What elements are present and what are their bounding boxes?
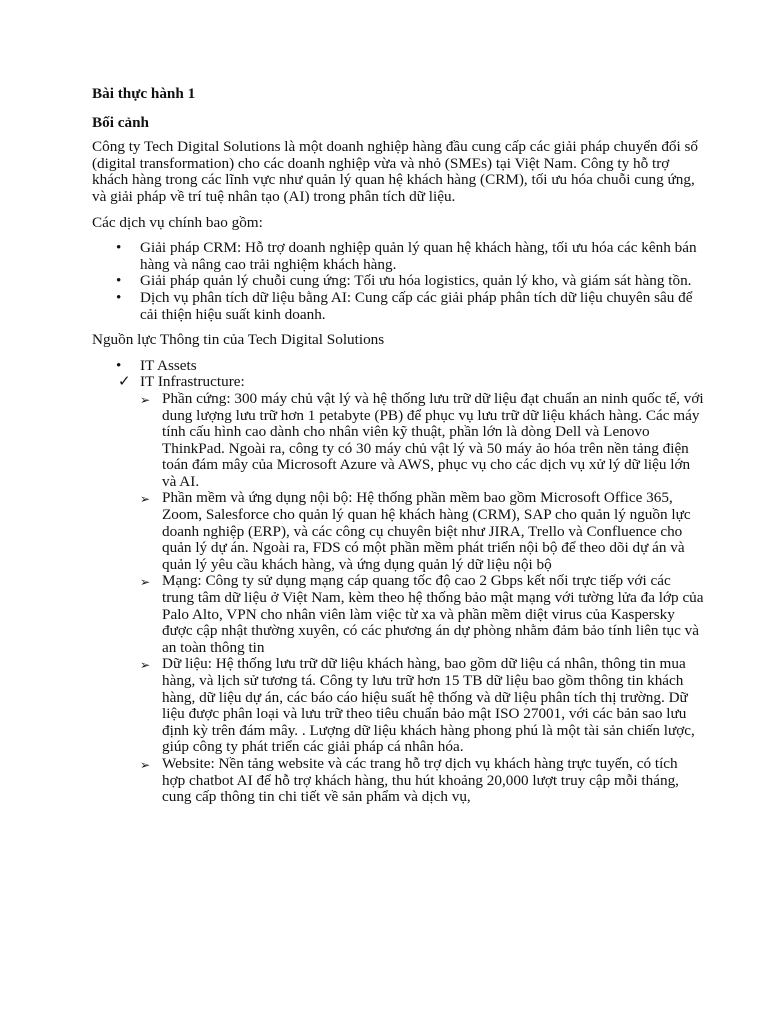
resources-list — [92, 358, 704, 806]
infrastructure-item-network — [140, 573, 704, 656]
arrow-bullet-icon: ➢ — [140, 575, 151, 590]
document-body — [92, 86, 704, 815]
services-intro: Các dịch vụ chính bao gồm: — [92, 213, 263, 231]
arrow-bullet-icon: ➢ — [140, 492, 151, 507]
arrow-bullet-icon: ➢ — [140, 757, 151, 772]
it-infrastructure-label: IT Infrastructure: — [140, 373, 245, 391]
infrastructure-item-text: Website: Nền tảng website và các trang hỗ trợ dịch vụ khách hàng trực tuyến, có tích hợp chatbot AI để hỗ trợ khách hàng, thu hút khoảng 20,000 lượt truy cập mỗi tháng, cung cấp thông tin chi tiết về sản phẩm và dịch vụ, — [162, 754, 679, 806]
infrastructure-item-text: Dữ liệu: Hệ thống lưu trữ dữ liệu khách hàng, bao gồm dữ liệu cá nhân, thông tin mua hàng, và lịch sử tương tá. Công ty lưu trữ hơn 15 TB dữ liệu bao gồm thông tin khách hàng, dữ liệu dự án, các báo cáo hiệu suất hệ thống và dữ liệu phân tích thị trường. Dữ liệu được phân loại và lưu trữ theo tiêu chuẩn bảo mật ISO 27001, với các bản sao lưu định kỳ trên đám mây. . Lượng dữ liệu khách hàng phong phú là một tài sản chiến lược, giúp công ty phát triển các giải pháp cá nhân hóa. — [162, 655, 695, 756]
arrow-bullet-icon: ➢ — [140, 392, 151, 407]
checkmark-icon: ✓ — [118, 373, 131, 391]
services-list — [92, 240, 704, 323]
infrastructure-item-hardware — [140, 391, 704, 491]
service-item: • Giải pháp CRM: Hỗ trợ doanh nghiệp quản lý quan hệ khách hàng, tối ưu hóa các kênh bán hàng và nâng cao trải nghiệm khách hàng. — [92, 240, 704, 273]
intro-paragraph: Công ty Tech Digital Solutions là một doanh nghiệp hàng đầu cung cấp các giải pháp chuyển đổi số (digital transformation) cho các doanh nghiệp vừa và nhỏ (SMEs) tại Việt Nam. Công ty hỗ trợ khách hàng trong các lĩnh vực như quản lý quan hệ khách hàng (CRM), tối ưu hóa chuỗi cung ứng, và giải pháp về trí tuệ nhân tạo (AI) trong phân tích dữ liệu. — [92, 138, 699, 205]
infrastructure-item-software — [140, 490, 704, 573]
infrastructure-list — [140, 391, 704, 806]
service-item: • Dịch vụ phân tích dữ liệu bằng AI: Cung cấp các giải pháp phân tích dữ liệu chuyên sâu để cải thiện hiệu suất kinh doanh. — [92, 290, 704, 323]
infrastructure-item-text: Phần mềm và ứng dụng nội bộ: Hệ thống phần mềm bao gồm Microsoft Office 365, Zoom, Salesforce cho quản lý quan hệ khách hàng (CRM), SAP cho quản lý nguồn lực doanh nghiệp (ERP), và các công cụ chuyên biệt như JIRA, Trello và Confluence cho quản lý dự án. Ngoài ra, FDS có một phần mềm phát triển nội bộ để theo dõi dự án và quản lý yêu cầu khách hàng, và ứng dụng quản lý dữ liệu nội bộ — [162, 489, 691, 573]
section-heading-context: Bối cảnh — [92, 113, 149, 131]
it-assets-item — [92, 358, 704, 806]
it-infrastructure-item — [118, 374, 704, 805]
infrastructure-item-website — [140, 756, 704, 806]
it-assets-sublist — [118, 373, 704, 806]
resources-heading: Nguồn lực Thông tin của Tech Digital Solutions — [92, 331, 385, 349]
infrastructure-item-text: Phần cứng: 300 máy chủ vật lý và hệ thống lưu trữ dữ liệu đạt chuẩn an ninh quốc tế, với dung lượng lưu trữ hơn 1 petabyte (PB) để phục vụ lưu trữ dữ liệu khách hàng. Các máy tính cấu hình cao dành cho nhân viên kỹ thuật, phần lớn là dòng Dell và Lenovo ThinkPad. Ngoài ra, công ty có 30 máy chủ vật lý và 50 máy ảo hóa trên nền tảng điện toán đám mây của Microsoft Azure và AWS, phục vụ cho các dịch vụ xử lý dữ liệu lớn và AI. — [162, 389, 704, 490]
it-assets-label: IT Assets — [140, 356, 197, 374]
infrastructure-item-text: Mạng: Công ty sử dụng mạng cáp quang tốc độ cao 2 Gbps kết nối trực tiếp với các trung tâm dữ liệu ở Việt Nam, kèm theo hệ thống bảo mật mạng với tường lửa đa lớp của Palo Alto, VPN cho nhân viên làm việc từ xa và phần mềm diệt virus của Kaspersky được cập nhật thường xuyên, có các phương án dự phòng nhằm đảm bảo tính liên tục và an toàn thông tin — [162, 572, 704, 656]
arrow-bullet-icon: ➢ — [140, 658, 151, 673]
infrastructure-item-data — [140, 656, 704, 756]
document-title: Bài thực hành 1 — [92, 85, 196, 102]
service-item: • Giải pháp quản lý chuỗi cung ứng: Tối ưu hóa logistics, quản lý kho, và giám sát hàng tồn. — [92, 273, 704, 290]
